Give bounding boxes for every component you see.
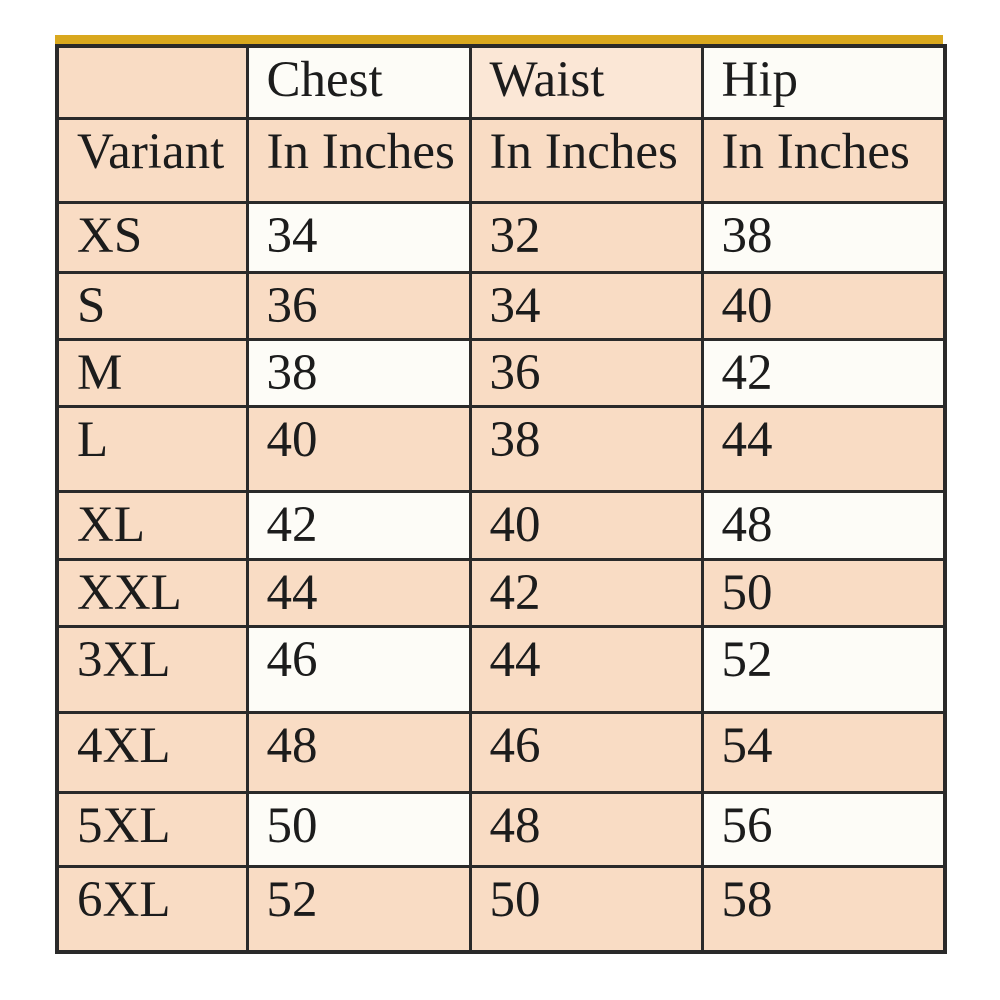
variant-cell: 5XL [57, 792, 247, 866]
size-chart [55, 35, 943, 954]
chest-header-cell: Chest [247, 46, 470, 118]
waist-value-cell: 32 [470, 202, 702, 272]
waist-value-cell: 40 [470, 491, 702, 559]
waist-value-cell: 38 [470, 406, 702, 491]
size-chart-table [55, 44, 947, 954]
hip-value-cell: 42 [702, 339, 945, 406]
hip-value-cell: 38 [702, 202, 945, 272]
waist-value-cell: 46 [470, 712, 702, 792]
blank-header-cell [57, 46, 247, 118]
hip-value-cell: 40 [702, 272, 945, 339]
hip-value-cell: 54 [702, 712, 945, 792]
size-row [57, 339, 945, 406]
variant-header-cell: Variant [57, 118, 247, 202]
variant-cell: 4XL [57, 712, 247, 792]
chest-value-cell: 42 [247, 491, 470, 559]
waist-value-cell: 50 [470, 866, 702, 952]
variant-cell: 3XL [57, 626, 247, 712]
hip-value-cell: 58 [702, 866, 945, 952]
waist-value-cell: 44 [470, 626, 702, 712]
hip-value-cell: 44 [702, 406, 945, 491]
variant-cell: XL [57, 491, 247, 559]
chest-value-cell: 46 [247, 626, 470, 712]
chest-value-cell: 34 [247, 202, 470, 272]
chest-value-cell: 36 [247, 272, 470, 339]
chest-value-cell: 52 [247, 866, 470, 952]
size-row [57, 272, 945, 339]
top-accent-bar [55, 35, 943, 44]
hip-value-cell: 50 [702, 559, 945, 626]
unit-header-row [57, 118, 945, 202]
variant-cell: L [57, 406, 247, 491]
hip-value-cell: 48 [702, 491, 945, 559]
hip-unit-cell: In Inches [702, 118, 945, 202]
table-header [57, 46, 945, 202]
variant-cell: 6XL [57, 866, 247, 952]
chest-value-cell: 44 [247, 559, 470, 626]
chest-value-cell: 50 [247, 792, 470, 866]
measurement-header-row [57, 46, 945, 118]
hip-header-cell: Hip [702, 46, 945, 118]
size-row [57, 626, 945, 712]
variant-cell: S [57, 272, 247, 339]
size-row [57, 866, 945, 952]
chest-value-cell: 38 [247, 339, 470, 406]
chest-unit-cell: In Inches [247, 118, 470, 202]
waist-value-cell: 34 [470, 272, 702, 339]
hip-value-cell: 52 [702, 626, 945, 712]
variant-cell: XXL [57, 559, 247, 626]
waist-unit-cell: In Inches [470, 118, 702, 202]
size-row [57, 559, 945, 626]
size-row [57, 406, 945, 491]
table-body [57, 202, 945, 952]
size-row [57, 202, 945, 272]
waist-value-cell: 36 [470, 339, 702, 406]
size-row [57, 792, 945, 866]
hip-value-cell: 56 [702, 792, 945, 866]
waist-header-cell: Waist [470, 46, 702, 118]
chest-value-cell: 48 [247, 712, 470, 792]
chest-value-cell: 40 [247, 406, 470, 491]
variant-cell: M [57, 339, 247, 406]
size-row [57, 491, 945, 559]
size-row [57, 712, 945, 792]
waist-value-cell: 48 [470, 792, 702, 866]
variant-cell: XS [57, 202, 247, 272]
waist-value-cell: 42 [470, 559, 702, 626]
